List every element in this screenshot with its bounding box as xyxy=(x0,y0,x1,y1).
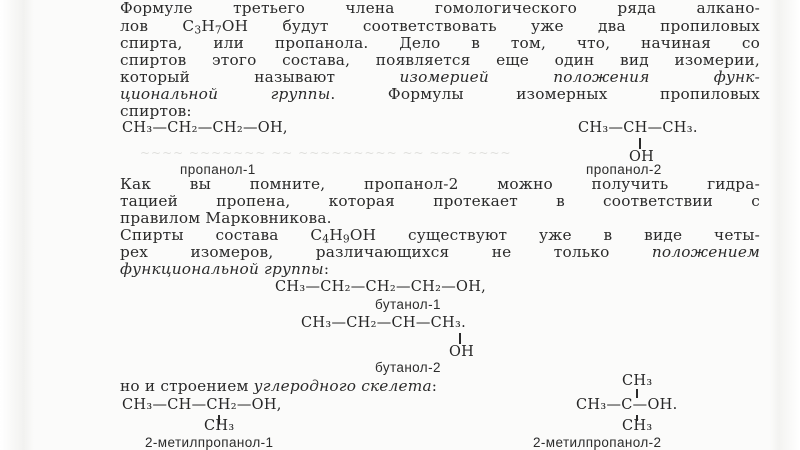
formula-butanol-2-oh: OH xyxy=(449,344,475,360)
text-line-5: который называют изомерией положения функ- xyxy=(120,68,760,86)
formula-methylpropanol-1: CH₃—CH—CH₂—OH, xyxy=(122,397,282,413)
name-propanol-2: пропанол-2 xyxy=(586,162,662,177)
text-line-4: спиртов этого состава, появляется еще один вид изомерии, xyxy=(120,51,760,69)
name-methylpropanol-1: 2-метилпропанол-1 xyxy=(145,435,274,450)
text-line-1: Формуле третьего члена гомологического ряда алкано- xyxy=(120,0,760,17)
name-propanol-1: пропанол-1 xyxy=(180,162,256,177)
text-line-9: тацией пропена, которая протекает в соответствии с xyxy=(120,192,760,210)
formula-butanol-2: CH₃—CH₂—CH—CH₃. xyxy=(301,315,467,331)
formula-propanol-2: CH₃—CH—CH₃. xyxy=(578,120,698,136)
text-line-13: функциональной группы: xyxy=(120,260,330,278)
formula-methylpropanol-2-bottom: CH₃ xyxy=(622,418,653,434)
text-line-10: правилом Марковникова. xyxy=(120,209,332,227)
bleed-through-text: ~~~~ ~~~~~~~ ~~ ~~~~~~~~~ ~~ ~~~ ~~~~ xyxy=(140,146,512,160)
text-line-12: рех изомеров, различающихся не только положением xyxy=(120,243,760,261)
name-butanol-1: бутанол-1 xyxy=(375,297,441,312)
text-line-6: циональной группы. Формулы изомерных пропиловых xyxy=(120,85,760,103)
text-line-14: но и строением углеродного скелета: xyxy=(120,377,438,395)
formula-methylpropanol-1-ch3: CH₃ xyxy=(204,418,235,434)
formula-butanol-1: CH₃—CH₂—CH₂—CH₂—OH, xyxy=(275,279,487,295)
text-line-8: Как вы помните, пропанол-2 можно получить гидра- xyxy=(120,175,760,193)
name-butanol-2: бутанол-2 xyxy=(375,360,441,375)
formula-propanol-1: CH₃—CH₂—CH₂—OH, xyxy=(122,120,288,136)
scan-shadow-right xyxy=(770,0,800,450)
text-line-2: лов $C_3H_7OH$ будут соответствовать уже два пропиловых xyxy=(120,17,760,37)
name-methylpropanol-2: 2-метилпропанол-2 xyxy=(533,435,662,450)
text-line-7: спиртов: xyxy=(120,102,192,120)
text-line-11: Спирты состава $C_4H_9OH$ существуют уже в виде четы- xyxy=(120,226,761,246)
formula-methylpropanol-2-top: CH₃ xyxy=(622,373,653,389)
bond-propanol-2 xyxy=(639,138,641,149)
formula-propanol-2-oh: OH xyxy=(629,149,655,165)
bond-butanol-2 xyxy=(459,333,461,344)
formula-methylpropanol-2: CH₃—C—OH. xyxy=(576,397,678,413)
text-line-3: спирта, или пропанола. Дело в том, что, начиная со xyxy=(120,34,760,52)
scan-shadow-left xyxy=(0,0,34,450)
